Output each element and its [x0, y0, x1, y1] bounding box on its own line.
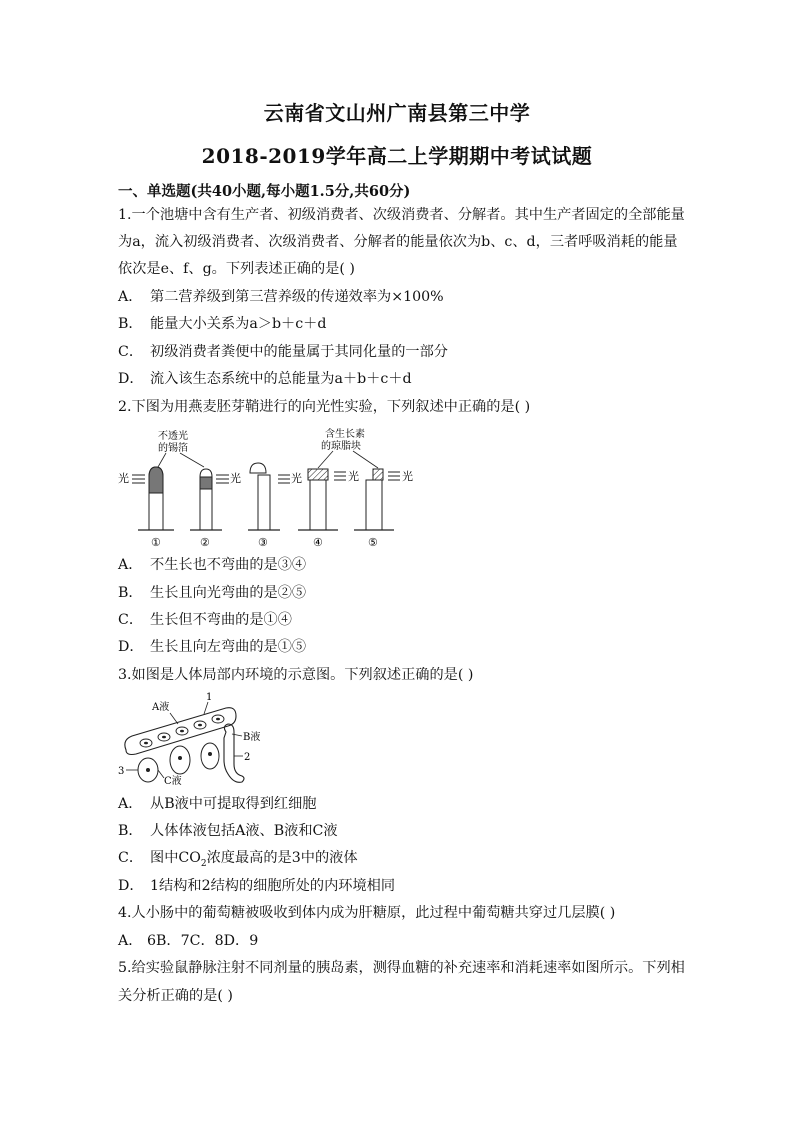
figure-number: ①	[151, 536, 161, 549]
option-text-post: 浓度最高的是3中的液体	[206, 850, 358, 866]
q1-option-a	[118, 290, 444, 304]
q3-option-d	[118, 879, 395, 893]
option-label: B．	[118, 823, 143, 839]
section-header: 一、单选题(共40小题,每小题1.5分,共60分)	[118, 183, 411, 200]
q1-option-c	[118, 345, 448, 359]
q5-stem-line-1: 5.给实验鼠静脉注射不同剂量的胰岛素，测得血糖的补充速率和消耗速率如图所示。下列相	[118, 960, 685, 976]
option-label: A．	[118, 557, 143, 573]
figure-number: ③	[258, 536, 268, 549]
q1-stem-line-1: 1.一个池塘中含有生产者、初级消费者、次级消费者、分解者。其中生产者固定的全部能量	[118, 207, 685, 223]
option-text: 1结构和2结构的细胞所处的内环境相同	[150, 878, 396, 894]
q4-options: A． 6B．7C．8D．9	[118, 933, 259, 949]
label-1: 1	[206, 692, 213, 703]
foil-label-line2: 的锡箔	[158, 443, 188, 454]
coleoptile-1	[138, 467, 174, 530]
title-school: 云南省文山州广南县第三中学	[263, 101, 531, 125]
label-3: 3	[118, 766, 125, 777]
q2-option-b	[118, 586, 306, 600]
q3-option-b	[118, 824, 338, 838]
option-label: A．	[118, 289, 143, 305]
pointer-line	[353, 451, 378, 468]
coleoptile-3	[248, 463, 280, 530]
coleoptile-2	[190, 469, 222, 530]
light-arrow-2	[216, 471, 241, 485]
option-text: 能量大小关系为a＞b＋c＋d	[150, 316, 327, 332]
capillary	[125, 708, 236, 755]
light-arrow-5	[388, 469, 413, 483]
q1-stem-line-3: 依次是e、f、g。下列表述正确的是( )	[118, 261, 355, 277]
light-label: 光	[230, 472, 241, 485]
option-label: A．	[118, 796, 143, 812]
option-label: B．	[118, 316, 143, 332]
q3-option-c	[118, 851, 358, 869]
option-label: C．	[118, 612, 144, 628]
q2-option-c	[118, 613, 292, 627]
option-text-pre: 图中CO	[150, 850, 201, 866]
option-text: 生长但不弯曲的是①④	[150, 612, 292, 628]
label-a: A液	[152, 702, 170, 713]
pointer-line	[180, 453, 204, 467]
pointer-line	[158, 453, 166, 467]
option-label: D．	[118, 878, 144, 894]
q4-stem: 4.人小肠中的葡萄糖被吸收到体内成为肝糖原，此过程中葡萄糖共穿过几层膜( )	[118, 905, 616, 921]
option-text: 人体体液包括A液、B液和C液	[150, 823, 338, 839]
agar-label-line2: 的琼脂块	[321, 441, 361, 452]
internal-environment-figure	[118, 690, 278, 790]
q1-stem-line-2: 为a，流入初级消费者、次级消费者、分解者的能量依次为b、c、d，三者呼吸消耗的能量	[118, 234, 678, 250]
option-text: 流入该生态系统中的总能量为a＋b＋c＋d	[150, 371, 412, 387]
lymph-vessel	[224, 724, 244, 782]
q3-stem: 3.如图是人体局部内环境的示意图。下列叙述正确的是( )	[118, 667, 474, 683]
q5-stem-line-2: 关分析正确的是( )	[118, 988, 233, 1004]
coleoptile-5	[354, 469, 394, 530]
option-label: D．	[118, 639, 144, 655]
coleoptile-figure	[118, 425, 418, 550]
figure-number: ⑤	[368, 536, 378, 549]
light-label: 光	[291, 472, 302, 485]
figure-number: ②	[200, 536, 210, 549]
q2-stem: 2.下图为用燕麦胚芽鞘进行的向光性实验，下列叙述中正确的是( )	[118, 399, 531, 415]
option-text: 第二营养级到第三营养级的传递效率为×100%	[150, 289, 444, 305]
agar-label-line1: 含生长素	[325, 429, 365, 440]
label-c: C液	[164, 776, 182, 787]
option-text: 从B液中可提取得到红细胞	[150, 796, 317, 812]
option-text: 不生长也不弯曲的是③④	[150, 557, 307, 573]
light-label: 光	[118, 472, 129, 485]
coleoptile-4	[298, 469, 338, 530]
light-arrow-3	[278, 471, 302, 485]
pointer-line	[318, 451, 333, 468]
figure-number: ④	[313, 536, 323, 549]
light-label: 光	[402, 470, 413, 483]
q1-option-b	[118, 317, 326, 331]
q1-option-d	[118, 372, 412, 386]
light-label: 光	[348, 470, 359, 483]
q2-option-a	[118, 558, 306, 572]
option-text-sub: 2	[200, 858, 207, 869]
option-label: D．	[118, 371, 144, 387]
option-label: C．	[118, 344, 144, 360]
option-text: 生长且向光弯曲的是②⑤	[150, 585, 307, 601]
option-label: C．	[118, 850, 144, 866]
title-exam: 2018-2019学年高二上学期期中考试试题	[201, 144, 593, 168]
option-text: 生长且向左弯曲的是①⑤	[150, 639, 307, 655]
option-text: 初级消费者粪便中的能量属于其同化量的一部分	[150, 344, 448, 360]
label-2: 2	[244, 752, 251, 763]
light-arrow-4	[334, 469, 359, 483]
light-arrow-1	[118, 471, 145, 485]
q3-option-a	[118, 797, 317, 811]
option-label: B．	[118, 585, 143, 601]
label-b: B液	[243, 732, 261, 743]
foil-label-line1: 不透光	[158, 431, 188, 442]
q2-option-d	[118, 640, 306, 654]
